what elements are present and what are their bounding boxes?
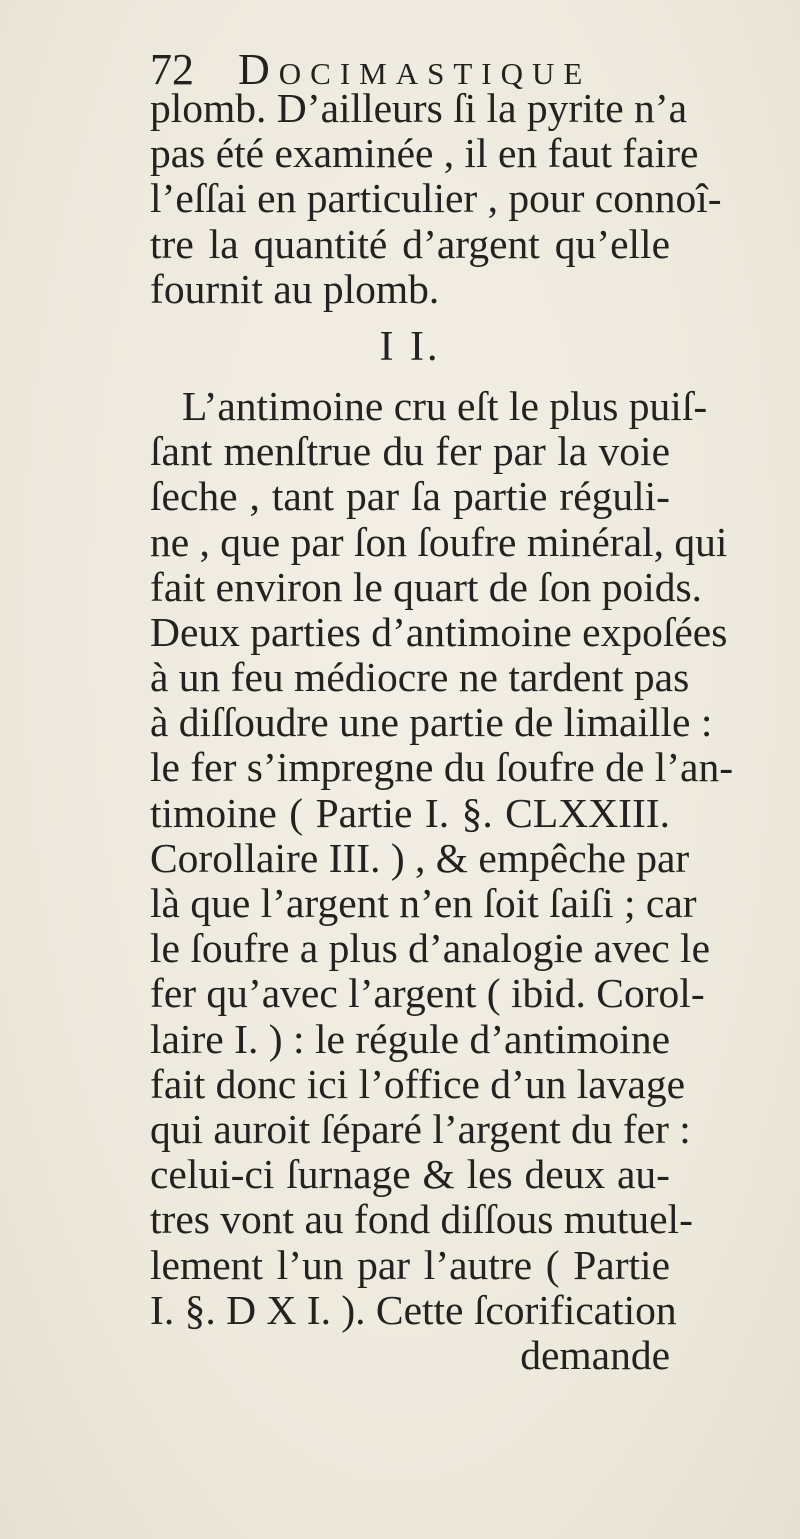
text-line: ne , que par ſon ſoufre minéral, qui	[150, 518, 728, 565]
text-line: timoine ( Partie I. §. CLXXIII.	[150, 789, 670, 836]
text-line: tres vont au fond diſſous mutuel-	[150, 1196, 693, 1243]
catchword: demande	[520, 1331, 670, 1378]
text-line: I. §. D X I. ). Cette ſcorification	[150, 1286, 677, 1333]
text-line: plomb. D’ailleurs ſi la pyrite n’a	[150, 85, 688, 131]
text-line: à un feu médiocre ne tardent pas	[150, 654, 690, 701]
text-line: L’antimoine cru eſt le plus puiſ-	[182, 382, 708, 429]
paragraph-antimoine	[150, 382, 734, 1333]
text-line: Corollaire III. ) , & empêche par	[150, 834, 690, 881]
section-heading: I I.	[379, 323, 441, 370]
text-line: Deux parties d’antimoine expoſées	[150, 608, 728, 655]
text-line: là que l’argent n’en ſoit ſaiſi ; car	[150, 880, 697, 926]
text-line: qui auroit ſéparé l’argent du fer :	[150, 1105, 691, 1152]
text-line: ſant menſtrue du fer par la voie	[150, 428, 670, 475]
text-line: fait environ le quart de ſon poids.	[150, 563, 703, 610]
text-line: à diſſoudre une partie de limaille :	[150, 699, 713, 746]
text-line: laire I. ) : le régule d’antimoine	[150, 1015, 670, 1062]
text-line: ſeche , tant par ſa partie réguli-	[150, 473, 670, 520]
text-line: fait donc ici l’office d’un lavage	[150, 1060, 686, 1107]
text-line: le fer s’impregne du ſoufre de l’an-	[150, 744, 734, 791]
text-line: pas été examinée , il en faut faire	[150, 130, 699, 177]
text-line: lement l’un par l’autre ( Partie	[150, 1241, 670, 1288]
text-line: l’eſſai en particulier , pour connoî-	[150, 175, 722, 222]
text-line: celui-ci ſurnage & les deux au-	[150, 1151, 670, 1198]
text-line: fournit au plomb.	[150, 265, 440, 312]
body-text	[150, 85, 734, 1378]
text-line: le ſoufre a plus d’analogie avec le	[150, 925, 710, 972]
paragraph-continued	[150, 85, 722, 312]
running-title: Docimastique	[238, 45, 592, 94]
page-number: 72	[150, 45, 194, 94]
text-line: fer qu’avec l’argent ( ibid. Corol-	[150, 970, 705, 1017]
text-line: tre la quantité d’argent qu’elle	[150, 220, 670, 267]
